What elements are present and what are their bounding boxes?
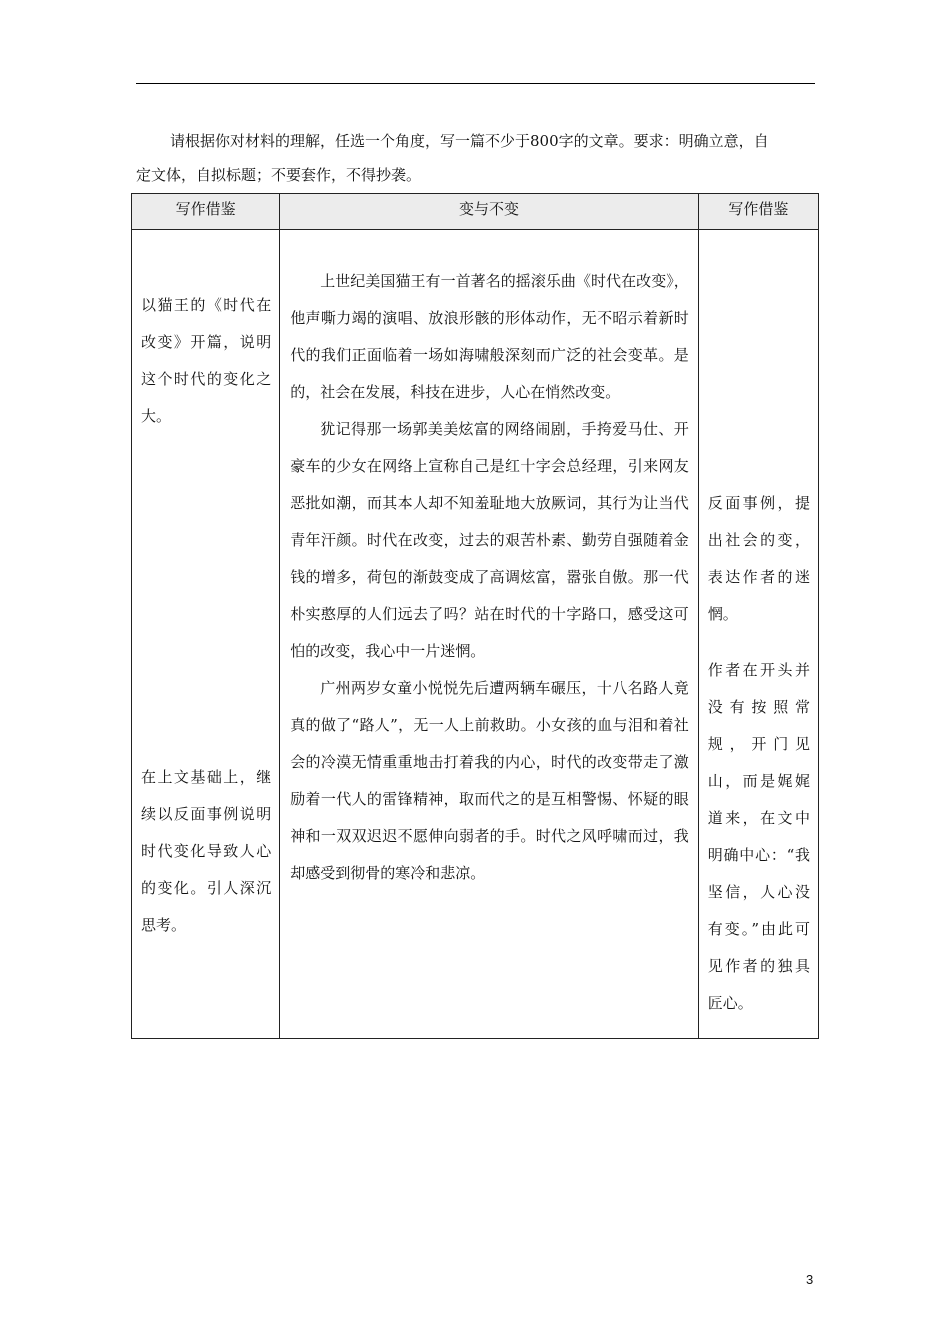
essay-cell [280,230,699,1039]
intro-text [136,124,818,192]
left-note-2: 在上文基础上，继续以反面事例说明时代变化导致人心的变化。引人深沉思考。 [141,768,272,934]
analysis-table [131,193,819,1039]
header-writing-reference-left: 写作借鉴 [132,194,280,230]
intro-line-2: 定文体，自拟标题；不要套作，不得抄袭。 [136,166,422,184]
page-number: 3 [806,1272,814,1287]
right-note-1: 反面事例，提出社会的变，表达作者的迷惘。 [707,494,810,623]
table-body-row [132,230,819,1039]
essay-paragraph-2: 犹记得那一场郭美美炫富的网络闹剧，手挎爱马仕、开豪车的少女在网络上宣称自己是红十字会总经理，引来网友恶批如潮，而其本人却不知羞耻地大放厥词，其行为让当代青年汗颜。时代在改变，过去的艰苦朴素、勤劳自强随着金钱的增多，荷包的渐鼓变成了高调炫富，嚣张自傲。那一代朴实憨厚的人们远去了吗？站在时代的十字路口，感受这可怕的改变，我心中一片迷惘。 [290,420,689,660]
left-notes-cell [132,230,280,1039]
intro-line-1: 请根据你对材料的理解，任选一个角度，写一篇不少于800字的文章。要求：明确立意，自 [170,132,769,150]
right-note-2: 作者在开头并没有按照常规，开门见山，而是娓娓道来，在文中明确中心：“我坚信，人心没有变。”由此可见作者的独具匠心。 [707,661,810,1012]
essay-text [280,263,698,892]
essay-paragraph-1: 上世纪美国猫王有一首著名的摇滚乐曲《时代在改变》，他声嘶力竭的演唱、放浪形骸的形体动作，无不昭示着新时代的我们正面临着一场如海啸般深刻而广泛的社会变革。是的，社会在发展，科技在进步，人心在悄然改变。 [290,272,689,401]
header-change-and-constancy: 变与不变 [280,194,699,230]
table-header-row [132,194,819,230]
left-note-1: 以猫王的《时代在改变》开篇，说明这个时代的变化之大。 [141,296,272,425]
essay-paragraph-3: 广州两岁女童小悦悦先后遭两辆车碾压，十八名路人竟真的做了“路人”，无一人上前救助。小女孩的血与泪和着社会的冷漠无情重重地击打着我的内心，时代的改变带走了激励着一代人的雷锋精神，取而代之的是互相警惕、怀疑的眼神和一双双迟迟不愿伸向弱者的手。时代之风呼啸而过，我却感受到彻骨的寒冷和悲凉。 [290,679,689,882]
header-writing-reference-right: 写作借鉴 [698,194,818,230]
header-rule [136,83,815,84]
right-notes-cell [698,230,818,1039]
